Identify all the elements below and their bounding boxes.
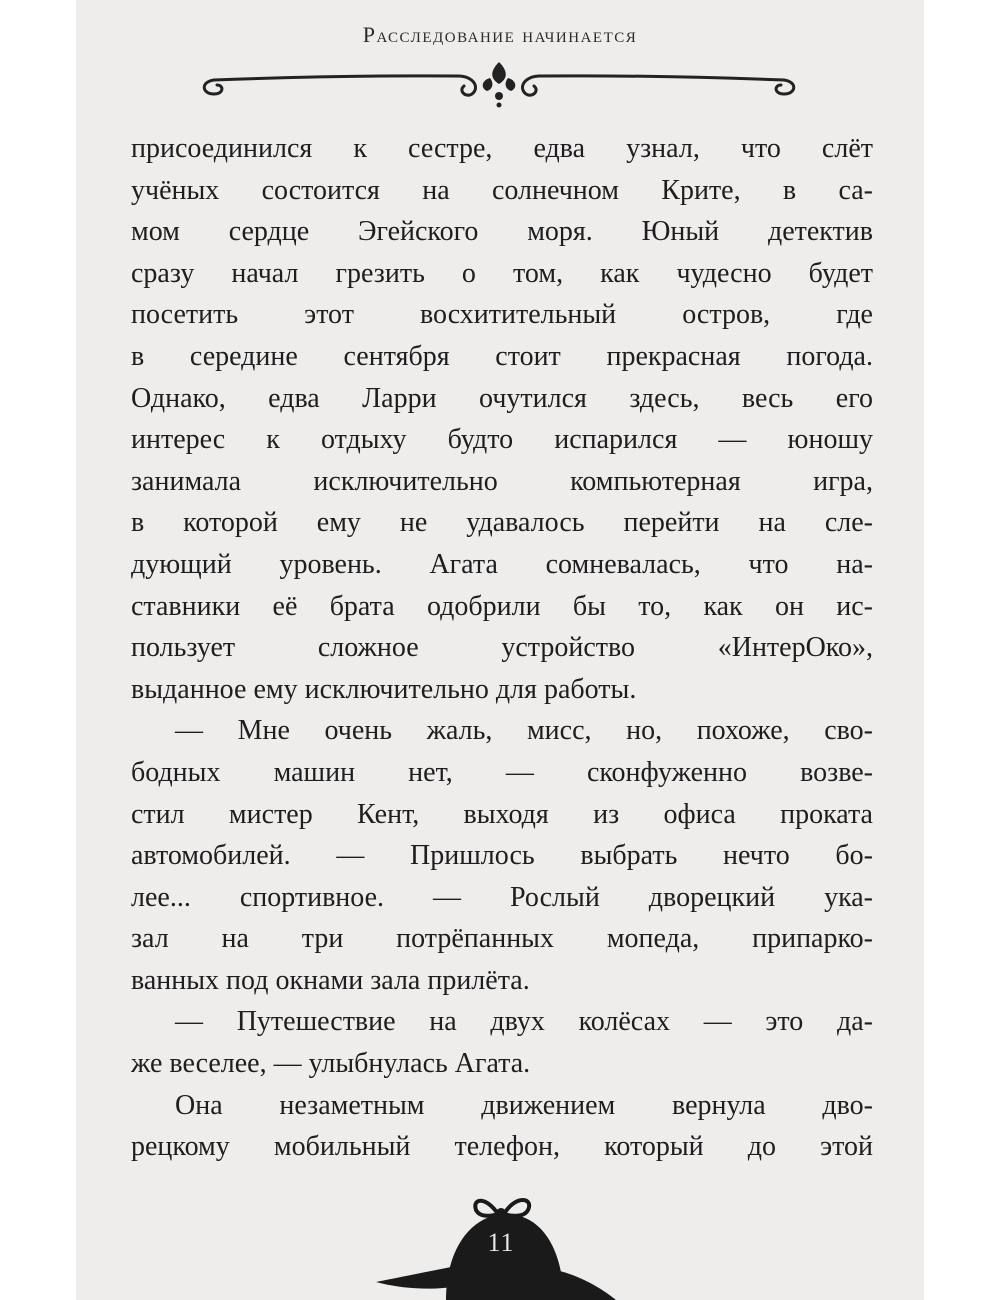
page-number: 11 — [487, 1228, 515, 1257]
book-page — [76, 0, 924, 1300]
text-line: пользует сложное устройство «ИнтерОко», — [131, 632, 873, 664]
text-line: посетить этот восхитительный остров, где — [131, 299, 873, 331]
text-line: в которой ему не удавалось перейти на сле- — [131, 507, 873, 539]
text-line: присоединился к сестре, едва узнал, что слёт — [131, 133, 873, 164]
text-line: занимала исключительно компьютерная игра, — [131, 465, 873, 497]
text-line: интерес к отдыху будто испарился — юношу — [131, 424, 873, 456]
text-line: бодных машин нет, — сконфуженно возве- — [131, 756, 873, 788]
text-line: — Мне очень жаль, мисс, но, похоже, сво- — [175, 715, 873, 747]
text-line: сразу начал грезить о том, как чудесно будет — [131, 257, 873, 289]
text-line: — Путешествие на двух колёсах — это да- — [175, 1006, 873, 1038]
text-line: дующий уровень. Агата сомневалась, что на- — [131, 548, 873, 580]
text-line: выданное ему исключительно для работы. — [131, 673, 637, 705]
text-line: ставники её брата одобрили бы то, как он ис- — [131, 590, 873, 622]
text-line: зал на три потрёпанных мопеда, припарко- — [131, 923, 873, 955]
text-line: же веселее, — улыбнулась Агата. — [131, 1048, 531, 1080]
body-text — [131, 128, 873, 1168]
flourish-divider-icon — [196, 58, 802, 108]
text-line: автомобилей. — Пришлось выбрать нечто бо- — [131, 840, 873, 872]
text-line: рецкому мобильный телефон, который до этой — [131, 1131, 873, 1163]
text-line: Она незаметным движением вернула дво- — [175, 1089, 873, 1121]
text-line: в середине сентября стоит прекрасная погода. — [131, 340, 873, 372]
text-line: Однако, едва Ларри очутился здесь, весь его — [131, 382, 873, 414]
text-line: мом сердце Эгейского моря. Юный детектив — [131, 216, 873, 248]
text-line: стил мистер Кент, выходя из офиса проката — [131, 798, 873, 830]
text-line: учёных состоится на солнечном Крите, в са- — [131, 174, 873, 206]
text-line: лее... спортивное. — Рослый дворецкий ука- — [131, 881, 873, 913]
text-line: ванных под окнами зала прилёта. — [131, 964, 530, 996]
running-title: Расследование начинается — [362, 22, 638, 47]
